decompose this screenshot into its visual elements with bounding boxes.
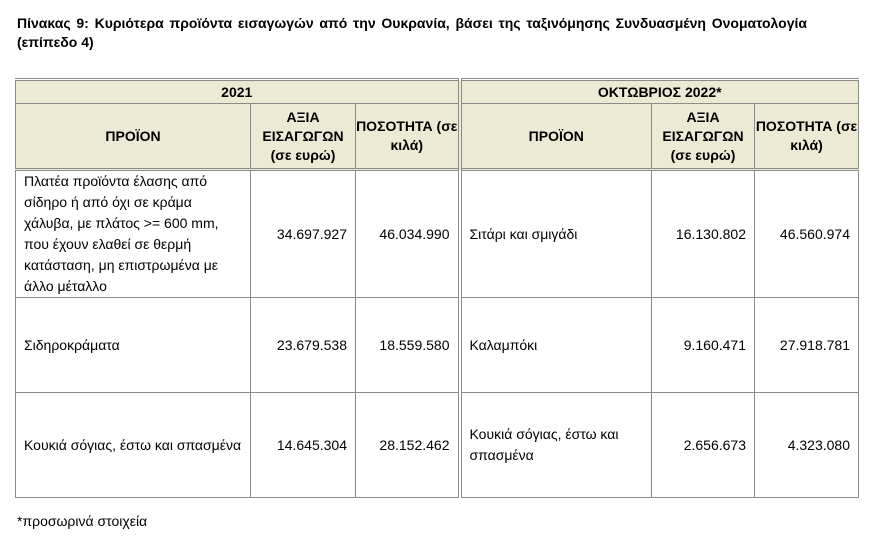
quantity-cell: 4.323.080 — [755, 393, 859, 498]
column-header-row — [16, 104, 859, 170]
product-cell: Κουκιά σόγιας, έστω και σπασμένα — [460, 393, 652, 498]
period-october-2022: ΟΚΤΩΒΡΙΟΣ 2022* — [460, 80, 859, 104]
product-cell: Καλαμπόκι — [460, 298, 652, 393]
imports-table — [15, 78, 859, 498]
quantity-cell: 28.152.462 — [356, 393, 460, 498]
header-quantity-2022: ΠΟΣΟΤΗΤΑ (σε κιλά) — [755, 104, 859, 170]
header-quantity-2021: ΠΟΣΟΤΗΤΑ (σε κιλά) — [356, 104, 460, 170]
header-value-2022: ΑΞΙΑ ΕΙΣΑΓΩΓΩΝ (σε ευρώ) — [652, 104, 755, 170]
footnote: *προσωρινά στοιχεία — [17, 513, 148, 529]
table-title: Πίνακας 9: Κυριότερα προϊόντα εισαγωγών από την Ουκρανία, βάσει της ταξινόμησης Συνδυασμένη Ονοματολογία (επίπεδο 4) — [17, 15, 807, 50]
table-row — [16, 298, 859, 393]
value-cell: 14.645.304 — [251, 393, 356, 498]
value-cell: 23.679.538 — [251, 298, 356, 393]
value-cell: 2.656.673 — [652, 393, 755, 498]
header-product-2021: ΠΡΟΪΟΝ — [16, 104, 251, 170]
product-cell: Σιδηροκράματα — [16, 298, 251, 393]
header-value-2021: ΑΞΙΑ ΕΙΣΑΓΩΓΩΝ (σε ευρώ) — [251, 104, 356, 170]
period-header-row — [16, 80, 859, 104]
value-cell: 16.130.802 — [652, 170, 755, 298]
quantity-cell: 46.034.990 — [356, 170, 460, 298]
quantity-cell: 46.560.974 — [755, 170, 859, 298]
table-row — [16, 170, 859, 298]
table-row — [16, 393, 859, 498]
value-cell: 34.697.927 — [251, 170, 356, 298]
quantity-cell: 27.918.781 — [755, 298, 859, 393]
header-product-2022: ΠΡΟΪΟΝ — [460, 104, 652, 170]
product-cell: Πλατέα προϊόντα έλασης από σίδηρο ή από όχι σε κράμα χάλυβα, με πλάτος >= 600 mm, που έχουν ελαθεί σε θερμή κατάσταση, μη επιστρωμένα με άλλο μέταλλο — [16, 170, 251, 298]
quantity-cell: 18.559.580 — [356, 298, 460, 393]
product-cell: Κουκιά σόγιας, έστω και σπασμένα — [16, 393, 251, 498]
period-2021: 2021 — [16, 80, 460, 104]
value-cell: 9.160.471 — [652, 298, 755, 393]
product-cell: Σιτάρι και σμιγάδι — [460, 170, 652, 298]
